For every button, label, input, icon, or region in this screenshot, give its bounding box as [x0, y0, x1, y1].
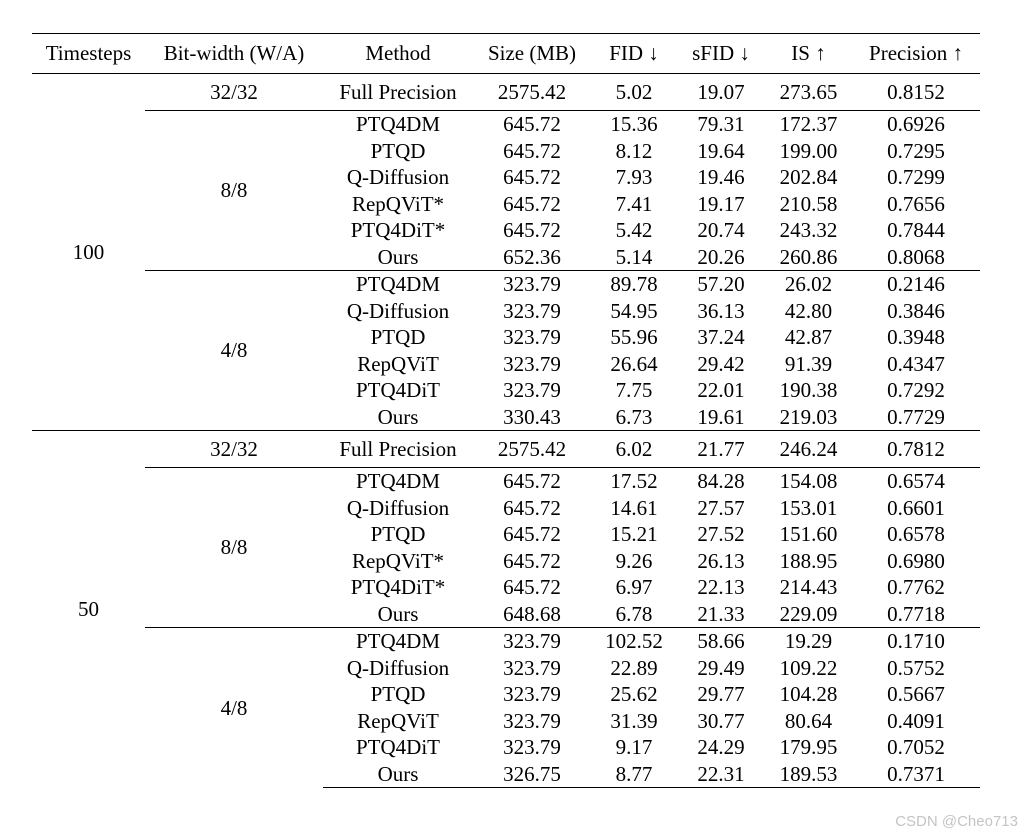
precision-cell: 0.6578 [887, 522, 945, 546]
is-cell: 91.39 [784, 351, 833, 376]
timestep-50-group [32, 431, 980, 788]
sfid-cell: 84.28 [697, 469, 745, 493]
fid-cell: 7.75 [615, 378, 653, 402]
size-cell: 323.79 [503, 682, 561, 706]
is-cell: 246.24 [765, 431, 852, 468]
sfid-cell: 24.29 [697, 735, 745, 759]
bit-width-cell: 4/8 [145, 271, 323, 431]
precision-cell: 0.7812 [852, 431, 980, 468]
fid-cell: 25.62 [610, 682, 658, 706]
sfid-cell: 36.13 [697, 298, 745, 323]
method-cell: RepQViT* [351, 191, 445, 216]
fid-cell: 54.95 [610, 298, 658, 323]
fid-cell: 15.21 [610, 522, 658, 546]
sfid-cell: 19.07 [697, 79, 745, 104]
precision-cell: 0.7371 [852, 761, 980, 788]
is-cell: 190.38 [779, 378, 838, 402]
method-cell: Q-Diffusion [346, 298, 450, 323]
sfid-cell: 58.66 [677, 628, 765, 655]
method-cell: PTQ4DiT* [350, 218, 446, 242]
size-cell: 2575.42 [497, 79, 567, 104]
method-cell: Ours [377, 601, 419, 626]
is-cell: 19.29 [765, 628, 852, 655]
fid-cell: 5.02 [615, 79, 653, 104]
is-cell: 151.60 [779, 522, 838, 546]
size-cell: 326.75 [473, 761, 591, 788]
is-cell: 109.22 [779, 655, 838, 680]
timestep-cell: 50 [32, 431, 145, 788]
fid-cell: 7.93 [615, 165, 653, 189]
sfid-cell: 21.33 [697, 601, 745, 626]
fid-cell: 5.14 [615, 244, 653, 269]
size-cell: 323.79 [503, 298, 561, 323]
fid-cell: 5.42 [615, 218, 653, 242]
size-cell: 645.72 [503, 548, 561, 573]
is-cell: 202.84 [779, 165, 838, 189]
precision-cell: 0.7292 [887, 378, 945, 402]
precision-cell: 0.4091 [887, 708, 945, 733]
is-cell: 42.80 [784, 298, 833, 323]
precision-cell: 0.8068 [887, 244, 945, 269]
header-precision: Precision ↑ [869, 41, 963, 65]
method-cell: PTQ4DiT [356, 378, 440, 402]
size-cell: 323.79 [503, 325, 561, 349]
precision-cell: 0.7844 [887, 218, 945, 242]
method-cell: RepQViT [357, 351, 439, 376]
sfid-cell: 37.24 [697, 325, 745, 349]
precision-cell: 0.5752 [887, 655, 945, 680]
is-cell: 80.64 [784, 708, 833, 733]
size-cell: 323.79 [503, 378, 561, 402]
sfid-cell: 27.57 [697, 495, 745, 520]
precision-cell: 0.7295 [887, 138, 945, 163]
sfid-cell: 19.46 [697, 165, 745, 189]
method-cell: PTQD [370, 325, 426, 349]
bit-width-cell: 32/32 [145, 431, 323, 468]
method-cell: Q-Diffusion [346, 165, 450, 189]
is-cell: 219.03 [779, 404, 838, 429]
header-timesteps: Timesteps [45, 41, 132, 65]
table-row [32, 628, 980, 655]
sfid-cell: 57.20 [677, 271, 765, 298]
sfid-cell: 22.13 [697, 575, 745, 599]
is-cell: 179.95 [779, 735, 838, 759]
table-row [32, 271, 980, 298]
size-cell: 645.72 [503, 138, 561, 163]
precision-cell: 0.7729 [887, 404, 945, 429]
sfid-cell: 19.61 [697, 404, 745, 429]
sfid-cell: 20.74 [697, 218, 745, 242]
method-cell: Full Precision [339, 79, 457, 104]
size-cell: 645.72 [503, 112, 561, 136]
size-cell: 652.36 [503, 244, 561, 269]
method-cell: PTQD [370, 682, 426, 706]
sfid-cell: 22.31 [677, 761, 765, 788]
size-cell: 323.79 [503, 708, 561, 733]
method-cell: RepQViT [357, 708, 439, 733]
size-cell: 645.72 [503, 218, 561, 242]
size-cell: 645.72 [503, 575, 561, 599]
fid-cell: 89.78 [591, 271, 677, 298]
header-row [32, 34, 980, 74]
fid-cell: 8.12 [615, 138, 653, 163]
is-cell: 273.65 [779, 79, 838, 104]
is-cell: 229.09 [779, 601, 838, 626]
table-row [32, 111, 980, 138]
fid-cell: 22.89 [610, 655, 658, 680]
precision-cell: 0.6980 [887, 548, 945, 573]
method-cell: PTQ4DiT [356, 735, 440, 759]
fid-cell: 8.77 [591, 761, 677, 788]
precision-cell: 0.7299 [887, 165, 945, 189]
header-is: IS ↑ [791, 41, 826, 65]
size-cell: 645.72 [503, 469, 561, 493]
is-cell: 188.95 [779, 548, 838, 573]
fid-cell: 9.17 [615, 735, 653, 759]
is-cell: 199.00 [779, 138, 838, 163]
method-cell: Ours [323, 761, 473, 788]
fid-cell: 6.73 [615, 404, 653, 429]
is-cell: 243.32 [779, 218, 838, 242]
table-row [32, 468, 980, 495]
sfid-cell: 27.52 [697, 522, 745, 546]
size-cell: 645.72 [503, 165, 561, 189]
fid-cell: 55.96 [610, 325, 658, 349]
fid-cell: 17.52 [610, 469, 658, 493]
size-cell: 645.72 [503, 191, 561, 216]
fid-cell: 6.97 [615, 575, 653, 599]
header-size: Size (MB) [487, 41, 577, 65]
timestep-100-group [32, 74, 980, 431]
precision-cell: 0.2146 [852, 271, 980, 298]
is-cell: 214.43 [779, 575, 838, 599]
fid-cell: 6.02 [591, 431, 677, 468]
fid-cell: 31.39 [610, 708, 658, 733]
is-cell: 172.37 [779, 112, 838, 136]
size-cell: 323.79 [503, 351, 561, 376]
size-cell: 330.43 [503, 404, 561, 429]
is-cell: 189.53 [765, 761, 852, 788]
fid-cell: 6.78 [615, 601, 653, 626]
size-cell: 645.72 [503, 522, 561, 546]
sfid-cell: 19.64 [697, 138, 745, 163]
fid-cell: 102.52 [591, 628, 677, 655]
header-fid: FID ↓ [609, 41, 659, 65]
is-cell: 153.01 [779, 495, 838, 520]
sfid-cell: 29.77 [697, 682, 745, 706]
is-cell: 42.87 [784, 325, 833, 349]
method-cell: RepQViT* [351, 548, 445, 573]
method-cell: Full Precision [323, 431, 473, 468]
precision-cell: 0.6926 [887, 112, 945, 136]
precision-cell: 0.7052 [887, 735, 945, 759]
is-cell: 104.28 [779, 682, 838, 706]
fid-cell: 7.41 [615, 191, 653, 216]
is-cell: 260.86 [779, 244, 838, 269]
header-method: Method [365, 41, 431, 65]
sfid-cell: 21.77 [677, 431, 765, 468]
method-cell: PTQ4DM [355, 469, 440, 493]
sfid-cell: 20.26 [697, 244, 745, 269]
sfid-cell: 22.01 [697, 378, 745, 402]
sfid-cell: 29.42 [697, 351, 745, 376]
bit-width-cell: 8/8 [220, 535, 248, 560]
fid-cell: 9.26 [615, 548, 653, 573]
timestep-cell: 100 [72, 239, 105, 264]
precision-cell: 0.8152 [887, 79, 945, 104]
is-cell: 210.58 [779, 191, 838, 216]
sfid-cell: 79.31 [697, 112, 745, 136]
method-cell: Ours [377, 244, 419, 269]
method-cell: PTQ4DM [355, 112, 440, 136]
method-cell: PTQ4DiT* [350, 575, 446, 599]
size-cell: 323.79 [503, 735, 561, 759]
bit-width-cell: 8/8 [220, 178, 248, 203]
precision-cell: 0.7762 [887, 575, 945, 599]
header-sfid: sFID ↓ [692, 41, 750, 65]
method-cell: Q-Diffusion [346, 495, 450, 520]
table-row [32, 431, 980, 468]
size-cell: 645.72 [503, 495, 561, 520]
method-cell: PTQD [370, 522, 426, 546]
method-cell: Q-Diffusion [346, 655, 450, 680]
bit-width-cell: 32/32 [210, 79, 258, 104]
precision-cell: 0.7656 [887, 191, 945, 216]
sfid-cell: 26.13 [697, 548, 745, 573]
precision-cell: 0.1710 [852, 628, 980, 655]
header-bit-width: Bit-width (W/A) [163, 41, 305, 65]
method-cell: PTQ4DM [323, 628, 473, 655]
precision-cell: 0.4347 [887, 351, 945, 376]
precision-cell: 0.5667 [887, 682, 945, 706]
size-cell: 323.79 [503, 655, 561, 680]
sfid-cell: 30.77 [697, 708, 745, 733]
precision-cell: 0.3948 [887, 325, 945, 349]
fid-cell: 15.36 [610, 112, 658, 136]
watermark: CSDN @Cheo713 [895, 813, 1018, 830]
precision-cell: 0.3846 [887, 298, 945, 323]
results-table [32, 33, 980, 788]
bit-width-cell: 4/8 [145, 628, 323, 788]
sfid-cell: 19.17 [697, 191, 745, 216]
table-row [32, 74, 980, 111]
method-cell: PTQ4DM [323, 271, 473, 298]
is-cell: 154.08 [779, 469, 838, 493]
method-cell: PTQD [370, 138, 426, 163]
is-cell: 26.02 [765, 271, 852, 298]
method-cell: Ours [377, 404, 419, 429]
precision-cell: 0.6574 [887, 469, 945, 493]
fid-cell: 14.61 [610, 495, 658, 520]
size-cell: 2575.42 [473, 431, 591, 468]
size-cell: 323.79 [473, 271, 591, 298]
size-cell: 323.79 [473, 628, 591, 655]
sfid-cell: 29.49 [697, 655, 745, 680]
precision-cell: 0.7718 [887, 601, 945, 626]
precision-cell: 0.6601 [887, 495, 945, 520]
size-cell: 648.68 [503, 601, 561, 626]
fid-cell: 26.64 [610, 351, 658, 376]
